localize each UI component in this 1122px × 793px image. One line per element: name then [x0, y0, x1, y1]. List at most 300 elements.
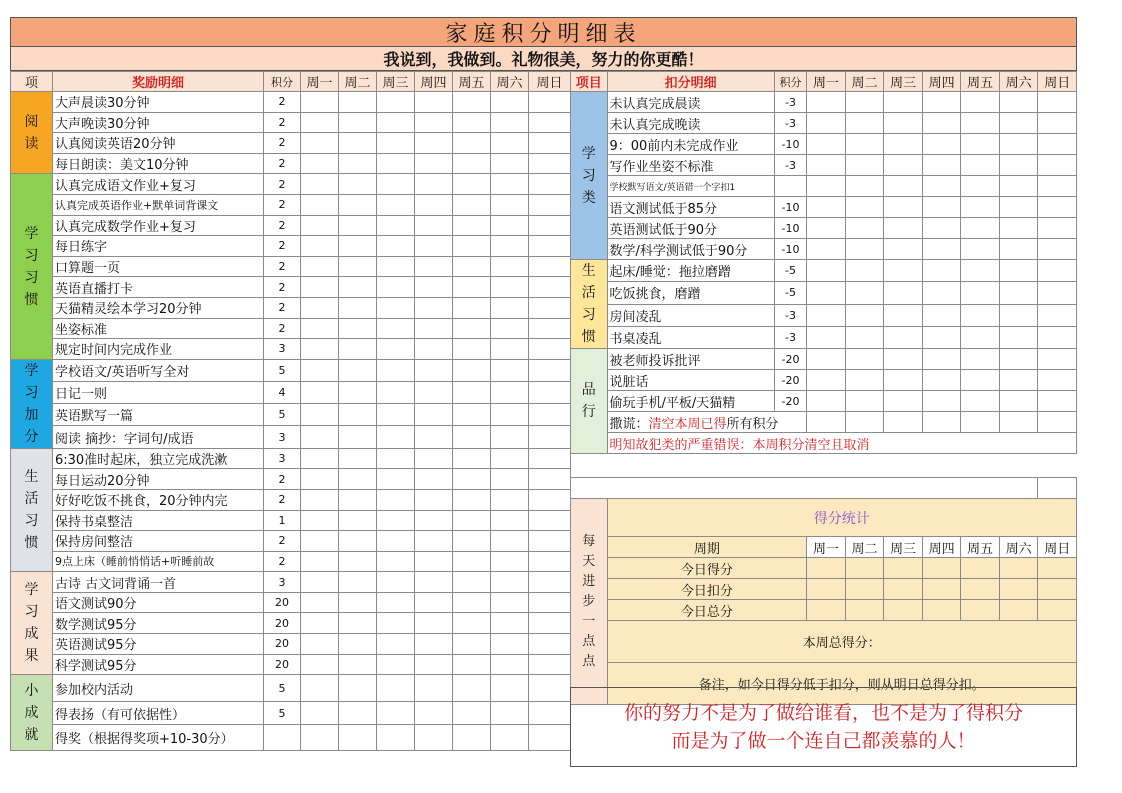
day-cell[interactable]: [301, 725, 339, 751]
day-cell[interactable]: [807, 412, 846, 433]
day-cell[interactable]: [339, 725, 377, 751]
day-cell[interactable]: [1038, 92, 1077, 113]
day-cell[interactable]: [845, 282, 884, 304]
day-cell[interactable]: [884, 239, 923, 260]
day-cell[interactable]: [415, 256, 453, 277]
stats-cell[interactable]: [807, 600, 846, 621]
day-cell[interactable]: [377, 725, 415, 751]
day-cell[interactable]: [529, 381, 571, 403]
day-cell[interactable]: [1038, 260, 1077, 282]
day-cell[interactable]: [377, 92, 415, 113]
day-cell[interactable]: [807, 282, 846, 304]
day-cell[interactable]: [529, 359, 571, 381]
day-cell[interactable]: [961, 197, 1000, 218]
day-cell[interactable]: [453, 531, 491, 552]
day-cell[interactable]: [415, 531, 453, 552]
day-cell[interactable]: [453, 702, 491, 725]
day-cell[interactable]: [415, 725, 453, 751]
day-cell[interactable]: [415, 448, 453, 469]
day-cell[interactable]: [339, 133, 377, 154]
day-cell[interactable]: [339, 112, 377, 133]
day-cell[interactable]: [922, 326, 961, 348]
day-cell[interactable]: [845, 155, 884, 176]
day-cell[interactable]: [491, 572, 529, 593]
day-cell[interactable]: [377, 277, 415, 298]
day-cell[interactable]: [339, 634, 377, 655]
day-cell[interactable]: [961, 391, 1000, 412]
day-cell[interactable]: [961, 349, 1000, 370]
day-cell[interactable]: [491, 339, 529, 360]
day-cell[interactable]: [922, 239, 961, 260]
day-cell[interactable]: [961, 412, 1000, 433]
day-cell[interactable]: [884, 304, 923, 326]
day-cell[interactable]: [301, 133, 339, 154]
day-cell[interactable]: [491, 256, 529, 277]
day-cell[interactable]: [845, 239, 884, 260]
stats-cell[interactable]: [845, 600, 884, 621]
day-cell[interactable]: [491, 381, 529, 403]
day-cell[interactable]: [961, 113, 1000, 134]
day-cell[interactable]: [377, 256, 415, 277]
day-cell[interactable]: [961, 176, 1000, 197]
day-cell[interactable]: [301, 381, 339, 403]
day-cell[interactable]: [415, 510, 453, 531]
day-cell[interactable]: [1038, 239, 1077, 260]
day-cell[interactable]: [529, 133, 571, 154]
day-cell[interactable]: [922, 391, 961, 412]
day-cell[interactable]: [491, 297, 529, 318]
stats-cell[interactable]: [961, 579, 1000, 600]
day-cell[interactable]: [529, 531, 571, 552]
day-cell[interactable]: [922, 176, 961, 197]
day-cell[interactable]: [491, 236, 529, 257]
day-cell[interactable]: [807, 239, 846, 260]
day-cell[interactable]: [491, 359, 529, 381]
day-cell[interactable]: [1038, 412, 1077, 433]
day-cell[interactable]: [961, 282, 1000, 304]
day-cell[interactable]: [377, 112, 415, 133]
day-cell[interactable]: [999, 176, 1038, 197]
day-cell[interactable]: [415, 318, 453, 339]
day-cell[interactable]: [491, 404, 529, 426]
day-cell[interactable]: [884, 391, 923, 412]
day-cell[interactable]: [884, 260, 923, 282]
weekly-total[interactable]: 本周总得分：: [607, 621, 1077, 663]
day-cell[interactable]: [491, 725, 529, 751]
day-cell[interactable]: [529, 256, 571, 277]
day-cell[interactable]: [529, 592, 571, 613]
day-cell[interactable]: [339, 277, 377, 298]
day-cell[interactable]: [529, 215, 571, 236]
day-cell[interactable]: [999, 197, 1038, 218]
day-cell[interactable]: [377, 194, 415, 215]
day-cell[interactable]: [1038, 304, 1077, 326]
day-cell[interactable]: [339, 592, 377, 613]
day-cell[interactable]: [845, 197, 884, 218]
stats-cell[interactable]: [1038, 600, 1077, 621]
day-cell[interactable]: [415, 339, 453, 360]
day-cell[interactable]: [453, 448, 491, 469]
day-cell[interactable]: [491, 92, 529, 113]
day-cell[interactable]: [377, 215, 415, 236]
day-cell[interactable]: [339, 702, 377, 725]
day-cell[interactable]: [453, 381, 491, 403]
day-cell[interactable]: [807, 197, 846, 218]
day-cell[interactable]: [529, 236, 571, 257]
day-cell[interactable]: [961, 260, 1000, 282]
day-cell[interactable]: [415, 426, 453, 448]
day-cell[interactable]: [529, 613, 571, 634]
day-cell[interactable]: [415, 92, 453, 113]
day-cell[interactable]: [301, 277, 339, 298]
day-cell[interactable]: [415, 613, 453, 634]
day-cell[interactable]: [529, 174, 571, 195]
stats-cell[interactable]: [884, 558, 923, 579]
day-cell[interactable]: [807, 218, 846, 239]
day-cell[interactable]: [807, 370, 846, 391]
day-cell[interactable]: [339, 469, 377, 490]
day-cell[interactable]: [301, 426, 339, 448]
day-cell[interactable]: [301, 654, 339, 675]
day-cell[interactable]: [377, 426, 415, 448]
day-cell[interactable]: [845, 176, 884, 197]
day-cell[interactable]: [377, 551, 415, 572]
day-cell[interactable]: [807, 260, 846, 282]
stats-cell[interactable]: [999, 579, 1038, 600]
day-cell[interactable]: [961, 155, 1000, 176]
day-cell[interactable]: [377, 339, 415, 360]
day-cell[interactable]: [999, 134, 1038, 155]
day-cell[interactable]: [845, 304, 884, 326]
day-cell[interactable]: [301, 551, 339, 572]
day-cell[interactable]: [453, 489, 491, 510]
day-cell[interactable]: [415, 634, 453, 655]
day-cell[interactable]: [845, 218, 884, 239]
day-cell[interactable]: [999, 304, 1038, 326]
day-cell[interactable]: [1038, 155, 1077, 176]
day-cell[interactable]: [377, 592, 415, 613]
day-cell[interactable]: [415, 572, 453, 593]
stats-cell[interactable]: [884, 579, 923, 600]
day-cell[interactable]: [339, 551, 377, 572]
day-cell[interactable]: [453, 215, 491, 236]
day-cell[interactable]: [1038, 326, 1077, 348]
day-cell[interactable]: [339, 531, 377, 552]
day-cell[interactable]: [884, 134, 923, 155]
day-cell[interactable]: [377, 654, 415, 675]
day-cell[interactable]: [301, 613, 339, 634]
day-cell[interactable]: [301, 174, 339, 195]
day-cell[interactable]: [301, 297, 339, 318]
day-cell[interactable]: [415, 174, 453, 195]
day-cell[interactable]: [453, 339, 491, 360]
day-cell[interactable]: [453, 318, 491, 339]
day-cell[interactable]: [922, 260, 961, 282]
day-cell[interactable]: [1038, 113, 1077, 134]
day-cell[interactable]: [491, 426, 529, 448]
day-cell[interactable]: [301, 404, 339, 426]
day-cell[interactable]: [453, 112, 491, 133]
day-cell[interactable]: [339, 510, 377, 531]
day-cell[interactable]: [491, 531, 529, 552]
day-cell[interactable]: [999, 92, 1038, 113]
day-cell[interactable]: [301, 510, 339, 531]
day-cell[interactable]: [377, 236, 415, 257]
day-cell[interactable]: [339, 236, 377, 257]
day-cell[interactable]: [961, 239, 1000, 260]
day-cell[interactable]: [999, 260, 1038, 282]
day-cell[interactable]: [415, 153, 453, 174]
day-cell[interactable]: [415, 297, 453, 318]
day-cell[interactable]: [377, 613, 415, 634]
day-cell[interactable]: [845, 349, 884, 370]
day-cell[interactable]: [377, 489, 415, 510]
day-cell[interactable]: [884, 155, 923, 176]
day-cell[interactable]: [845, 370, 884, 391]
day-cell[interactable]: [453, 404, 491, 426]
day-cell[interactable]: [377, 359, 415, 381]
day-cell[interactable]: [845, 134, 884, 155]
day-cell[interactable]: [807, 391, 846, 412]
day-cell[interactable]: [301, 339, 339, 360]
day-cell[interactable]: [884, 326, 923, 348]
day-cell[interactable]: [529, 675, 571, 702]
day-cell[interactable]: [491, 153, 529, 174]
day-cell[interactable]: [491, 489, 529, 510]
day-cell[interactable]: [999, 155, 1038, 176]
day-cell[interactable]: [339, 448, 377, 469]
day-cell[interactable]: [999, 113, 1038, 134]
day-cell[interactable]: [529, 634, 571, 655]
day-cell[interactable]: [845, 326, 884, 348]
day-cell[interactable]: [415, 381, 453, 403]
day-cell[interactable]: [1038, 370, 1077, 391]
day-cell[interactable]: [884, 92, 923, 113]
day-cell[interactable]: [922, 92, 961, 113]
day-cell[interactable]: [1038, 349, 1077, 370]
day-cell[interactable]: [453, 675, 491, 702]
day-cell[interactable]: [961, 370, 1000, 391]
day-cell[interactable]: [999, 239, 1038, 260]
day-cell[interactable]: [453, 92, 491, 113]
day-cell[interactable]: [529, 448, 571, 469]
stats-cell[interactable]: [922, 558, 961, 579]
day-cell[interactable]: [339, 215, 377, 236]
day-cell[interactable]: [453, 359, 491, 381]
day-cell[interactable]: [453, 551, 491, 572]
day-cell[interactable]: [491, 634, 529, 655]
day-cell[interactable]: [339, 426, 377, 448]
day-cell[interactable]: [453, 634, 491, 655]
day-cell[interactable]: [491, 112, 529, 133]
day-cell[interactable]: [529, 404, 571, 426]
day-cell[interactable]: [529, 702, 571, 725]
day-cell[interactable]: [961, 92, 1000, 113]
day-cell[interactable]: [922, 412, 961, 433]
day-cell[interactable]: [529, 297, 571, 318]
day-cell[interactable]: [491, 654, 529, 675]
day-cell[interactable]: [922, 197, 961, 218]
day-cell[interactable]: [339, 297, 377, 318]
day-cell[interactable]: [339, 489, 377, 510]
day-cell[interactable]: [453, 174, 491, 195]
day-cell[interactable]: [453, 469, 491, 490]
day-cell[interactable]: [339, 404, 377, 426]
day-cell[interactable]: [415, 702, 453, 725]
day-cell[interactable]: [415, 277, 453, 298]
stats-cell[interactable]: [999, 600, 1038, 621]
day-cell[interactable]: [301, 702, 339, 725]
day-cell[interactable]: [301, 675, 339, 702]
day-cell[interactable]: [453, 613, 491, 634]
day-cell[interactable]: [415, 592, 453, 613]
day-cell[interactable]: [339, 654, 377, 675]
day-cell[interactable]: [301, 236, 339, 257]
day-cell[interactable]: [884, 412, 923, 433]
day-cell[interactable]: [999, 412, 1038, 433]
day-cell[interactable]: [415, 551, 453, 572]
day-cell[interactable]: [377, 133, 415, 154]
day-cell[interactable]: [453, 654, 491, 675]
stats-cell[interactable]: [999, 558, 1038, 579]
stats-cell[interactable]: [1038, 579, 1077, 600]
day-cell[interactable]: [807, 349, 846, 370]
day-cell[interactable]: [377, 702, 415, 725]
day-cell[interactable]: [491, 675, 529, 702]
day-cell[interactable]: [453, 153, 491, 174]
day-cell[interactable]: [807, 176, 846, 197]
day-cell[interactable]: [491, 215, 529, 236]
day-cell[interactable]: [922, 113, 961, 134]
stats-cell[interactable]: [1038, 558, 1077, 579]
day-cell[interactable]: [301, 215, 339, 236]
day-cell[interactable]: [339, 92, 377, 113]
day-cell[interactable]: [1038, 391, 1077, 412]
day-cell[interactable]: [999, 326, 1038, 348]
day-cell[interactable]: [1038, 134, 1077, 155]
day-cell[interactable]: [1038, 218, 1077, 239]
day-cell[interactable]: [961, 326, 1000, 348]
day-cell[interactable]: [807, 134, 846, 155]
stats-cell[interactable]: [922, 600, 961, 621]
day-cell[interactable]: [922, 134, 961, 155]
day-cell[interactable]: [807, 304, 846, 326]
day-cell[interactable]: [884, 197, 923, 218]
day-cell[interactable]: [491, 551, 529, 572]
day-cell[interactable]: [377, 469, 415, 490]
day-cell[interactable]: [453, 236, 491, 257]
day-cell[interactable]: [807, 326, 846, 348]
day-cell[interactable]: [301, 489, 339, 510]
stats-cell[interactable]: [845, 558, 884, 579]
day-cell[interactable]: [922, 218, 961, 239]
day-cell[interactable]: [529, 510, 571, 531]
day-cell[interactable]: [1038, 176, 1077, 197]
day-cell[interactable]: [301, 318, 339, 339]
stats-cell[interactable]: [922, 579, 961, 600]
day-cell[interactable]: [453, 133, 491, 154]
day-cell[interactable]: [377, 572, 415, 593]
day-cell[interactable]: [301, 92, 339, 113]
day-cell[interactable]: [301, 359, 339, 381]
day-cell[interactable]: [999, 391, 1038, 412]
stats-cell[interactable]: [845, 579, 884, 600]
day-cell[interactable]: [529, 277, 571, 298]
day-cell[interactable]: [961, 218, 1000, 239]
day-cell[interactable]: [453, 572, 491, 593]
day-cell[interactable]: [377, 297, 415, 318]
day-cell[interactable]: [491, 277, 529, 298]
day-cell[interactable]: [999, 218, 1038, 239]
day-cell[interactable]: [491, 194, 529, 215]
day-cell[interactable]: [453, 194, 491, 215]
day-cell[interactable]: [1038, 282, 1077, 304]
day-cell[interactable]: [301, 256, 339, 277]
day-cell[interactable]: [377, 531, 415, 552]
day-cell[interactable]: [922, 155, 961, 176]
day-cell[interactable]: [529, 339, 571, 360]
day-cell[interactable]: [453, 725, 491, 751]
day-cell[interactable]: [453, 277, 491, 298]
day-cell[interactable]: [377, 510, 415, 531]
day-cell[interactable]: [377, 318, 415, 339]
day-cell[interactable]: [529, 572, 571, 593]
day-cell[interactable]: [491, 174, 529, 195]
day-cell[interactable]: [453, 426, 491, 448]
day-cell[interactable]: [415, 112, 453, 133]
day-cell[interactable]: [845, 92, 884, 113]
day-cell[interactable]: [529, 489, 571, 510]
day-cell[interactable]: [845, 113, 884, 134]
day-cell[interactable]: [377, 448, 415, 469]
day-cell[interactable]: [301, 531, 339, 552]
day-cell[interactable]: [339, 381, 377, 403]
day-cell[interactable]: [845, 260, 884, 282]
day-cell[interactable]: [1038, 197, 1077, 218]
day-cell[interactable]: [339, 359, 377, 381]
day-cell[interactable]: [884, 282, 923, 304]
day-cell[interactable]: [301, 448, 339, 469]
day-cell[interactable]: [529, 551, 571, 572]
day-cell[interactable]: [922, 282, 961, 304]
day-cell[interactable]: [339, 318, 377, 339]
day-cell[interactable]: [339, 256, 377, 277]
day-cell[interactable]: [807, 92, 846, 113]
day-cell[interactable]: [377, 404, 415, 426]
day-cell[interactable]: [529, 426, 571, 448]
day-cell[interactable]: [453, 256, 491, 277]
day-cell[interactable]: [415, 215, 453, 236]
day-cell[interactable]: [415, 236, 453, 257]
day-cell[interactable]: [301, 112, 339, 133]
day-cell[interactable]: [491, 613, 529, 634]
day-cell[interactable]: [453, 592, 491, 613]
day-cell[interactable]: [339, 572, 377, 593]
stats-cell[interactable]: [961, 558, 1000, 579]
stats-cell[interactable]: [807, 579, 846, 600]
day-cell[interactable]: [377, 381, 415, 403]
day-cell[interactable]: [922, 370, 961, 391]
day-cell[interactable]: [301, 592, 339, 613]
day-cell[interactable]: [491, 318, 529, 339]
day-cell[interactable]: [529, 654, 571, 675]
day-cell[interactable]: [922, 349, 961, 370]
day-cell[interactable]: [415, 133, 453, 154]
day-cell[interactable]: [415, 194, 453, 215]
day-cell[interactable]: [491, 448, 529, 469]
day-cell[interactable]: [339, 174, 377, 195]
day-cell[interactable]: [339, 339, 377, 360]
